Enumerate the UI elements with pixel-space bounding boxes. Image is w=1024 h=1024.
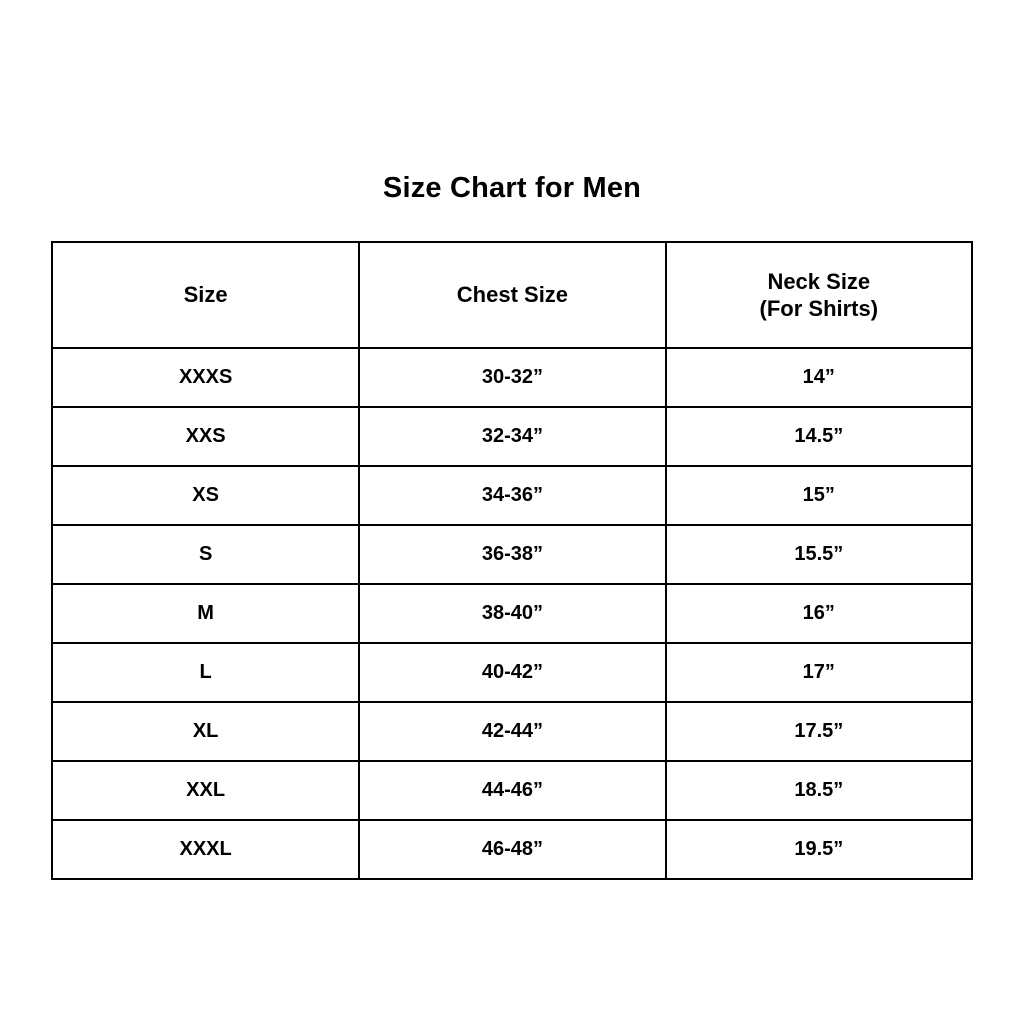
cell-size: M xyxy=(52,584,359,643)
table-body xyxy=(52,348,972,879)
cell-chest: 34-36” xyxy=(359,466,665,525)
column-header-size-label: Size xyxy=(183,282,228,308)
table-header xyxy=(52,242,972,348)
table-row xyxy=(52,466,972,525)
cell-size: XS xyxy=(52,466,359,525)
table-row xyxy=(52,348,972,407)
column-header-chest-label: Chest Size xyxy=(456,282,569,308)
table-row xyxy=(52,820,972,879)
cell-chest: 30-32” xyxy=(359,348,665,407)
cell-neck: 19.5” xyxy=(666,820,972,879)
cell-chest: 32-34” xyxy=(359,407,665,466)
cell-neck: 14” xyxy=(666,348,972,407)
cell-neck: 18.5” xyxy=(666,761,972,820)
cell-neck: 17.5” xyxy=(666,702,972,761)
cell-size: S xyxy=(52,525,359,584)
cell-chest: 36-38” xyxy=(359,525,665,584)
table-row xyxy=(52,584,972,643)
table-row xyxy=(52,525,972,584)
cell-chest: 38-40” xyxy=(359,584,665,643)
column-header-neck xyxy=(666,242,972,348)
cell-neck: 15” xyxy=(666,466,972,525)
cell-size: XXXL xyxy=(52,820,359,879)
cell-size: XXS xyxy=(52,407,359,466)
column-header-neck-label: Neck Size xyxy=(767,268,871,294)
column-header-size xyxy=(52,242,359,348)
cell-chest: 42-44” xyxy=(359,702,665,761)
size-chart-table xyxy=(51,241,973,880)
cell-chest: 46-48” xyxy=(359,820,665,879)
cell-neck: 14.5” xyxy=(666,407,972,466)
table-header-row xyxy=(52,242,972,348)
page-title: Size Chart for Men xyxy=(382,172,642,204)
column-header-neck-sublabel: (For Shirts) xyxy=(759,296,879,321)
cell-neck: 16” xyxy=(666,584,972,643)
cell-size: XL xyxy=(52,702,359,761)
table-row xyxy=(52,643,972,702)
size-chart-table-wrap xyxy=(51,241,973,880)
cell-size: XXXS xyxy=(52,348,359,407)
cell-size: L xyxy=(52,643,359,702)
cell-neck: 17” xyxy=(666,643,972,702)
table-row xyxy=(52,702,972,761)
cell-chest: 44-46” xyxy=(359,761,665,820)
table-row xyxy=(52,407,972,466)
table-row xyxy=(52,761,972,820)
cell-size: XXL xyxy=(52,761,359,820)
cell-neck: 15.5” xyxy=(666,525,972,584)
cell-chest: 40-42” xyxy=(359,643,665,702)
column-header-chest xyxy=(359,242,665,348)
